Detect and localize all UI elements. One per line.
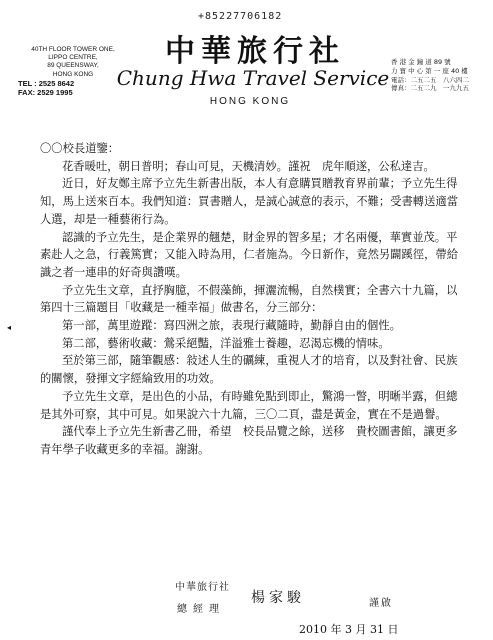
- letter-paragraph: 予立先生文章，是出色的小品，有時雖免點到即止，驚鴻一瞥，明晰半露，但總是其外可察，其中可見。如果說六十九篇，三〇二頁，盡是黃金，實在不是過譽。: [40, 389, 458, 421]
- letter-paragraph: 第二部，藝術收藏：鶯采絕豔，洋溢雅士養趣，忍渴忘機的情味。: [62, 336, 390, 350]
- letter-paragraph: 花香暖吐，朝日普明；春山可見，天機清妙。謹祝 虎年順遂，公私達吉。: [62, 159, 435, 173]
- letter-paragraph: 謹代奉上予立先生新書乙冊，希望 校長品覽之餘，送移 貴校圖書館，讓更多青年學子收藏更多的幸福。謝謝。: [40, 425, 458, 456]
- signature-title: 總經理: [177, 604, 225, 615]
- chinese-address-block: [391, 58, 489, 93]
- company-logo-english: Chung Hwa Travel Service: [116, 66, 390, 90]
- company-logo-chinese: 中華旅行社: [165, 34, 345, 69]
- address-line: 香 港 金 鐘 道 89 號: [391, 58, 451, 66]
- address-line: LIPPO CENTRE,: [48, 54, 98, 62]
- letter-paragraph: 近日，好友鄭主席予立先生新書出版，本人有意購買贈教育界前輩；予立先生得知，馬上送來百本。我們知道：買書贈人，是誠心誠意的表示，不難；受書轉送適當人選，却是一種藝術行為。: [40, 177, 458, 226]
- letter-paragraph: 第一部，萬里遊蹤：寫四洲之旅，表現行藏隨時，勤靜自由的個性。: [62, 319, 401, 333]
- letter-paragraph: 認識的予立先生，是企業界的翹楚，財金界的智多星；才名兩優，華實並茂。平素赴人之急，行義篤實；又能入時為用，仁者施為。今日新作，竟然另闢蹊徑，帶給識之者一連串的好奇與讚嘆。: [40, 230, 458, 279]
- signature-company: 中華旅行社: [175, 582, 230, 593]
- address-line: 電話：二五二五 八六四二: [391, 75, 469, 84]
- letter-paragraph: 至於第三部，隨筆觀感：敍述人生的礪練，重視人才的培育，以及對社會、民族的關懷，發揮文字經綸致用的功效。: [40, 354, 458, 386]
- letter-paragraph: 予立先生文章，直抒胸臆，不假藻飾，揮灑流暢，自然樸實；全書六十九篇，以第四十三篇題目「收藏是一種幸福」做書名，分三部分：: [40, 283, 458, 315]
- margin-arrow-mark: ◂: [7, 323, 12, 332]
- address-line: 40TH FLOOR TOWER ONE,: [31, 46, 115, 53]
- fax-line: FAX: 2529 1995: [18, 87, 73, 97]
- city-label: HONG KONG: [209, 96, 291, 107]
- address-line: 傳真：二五二九 一九九五: [391, 84, 469, 93]
- letter-date: 2010 年 3 月 31 日: [299, 623, 399, 636]
- salutation: 〇〇校長道鑒：: [40, 142, 120, 155]
- fax-number: +85227706182: [198, 11, 283, 22]
- address-line: HONG KONG: [52, 70, 94, 78]
- letter-body: [40, 140, 460, 459]
- address-line: 力 寶 中 心 第 一 座 40 樓: [391, 66, 468, 75]
- address-line: 89 QUEENSWAY,: [47, 62, 99, 70]
- signature-closing: 謹啟: [369, 598, 393, 609]
- signature-name: 楊家駿: [251, 590, 305, 606]
- phone-number: TEL : 2525 8642: [18, 78, 75, 88]
